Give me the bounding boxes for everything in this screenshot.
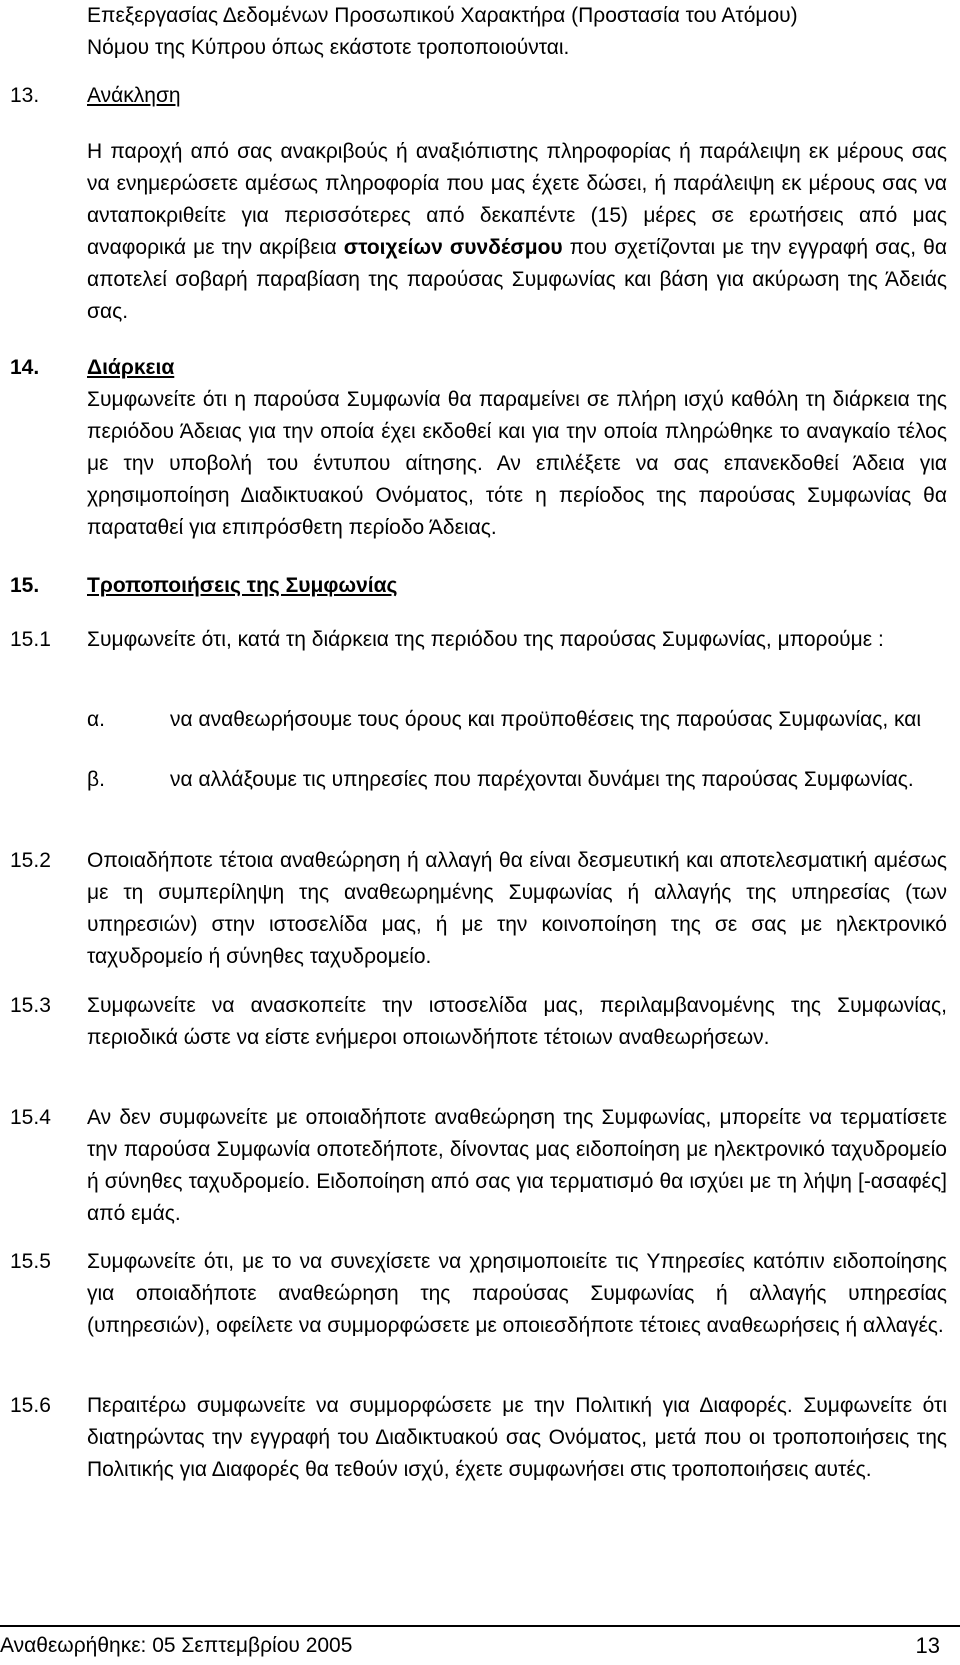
clause-text: Περαιτέρω συμφωνείτε να συμμορφώσετε με την Πολιτική για Διαφορές. Συμφωνείτε ότι διατηρώντας την εγγραφή του Διαδικτυακού σας Ονόματος, μετά που οι τροποποιήσεις της Πολιτικής για Διαφορές θα τεθούν ισχύ, έχετε συμφωνήσει στις τροποποιήσεις αυτές.	[87, 1394, 947, 1481]
intro-line-2: Νόμου της Κύπρου όπως εκάστοτε τροποποιούνται.	[87, 36, 570, 59]
list-marker: β.	[87, 768, 105, 791]
clause-number: 15.5	[10, 1250, 51, 1273]
list-marker: α.	[87, 708, 105, 731]
section-title: Διάρκεια	[87, 356, 175, 379]
clause-text: Συμφωνείτε ότι, κατά τη διάρκεια της περιόδου της παρούσας Συμφωνίας, μπορούμε :	[87, 628, 884, 651]
section-title: Ανάκληση	[87, 84, 181, 107]
section-number: 15.	[10, 574, 40, 597]
text-part: που σχετίζονται με την εγγραφή σας, θα αποτελεί σοβαρή παραβίαση της παρούσας Συμφωνίας και βάση για ακύρωση της Άδειάς σας.	[87, 236, 947, 323]
section-14-text: Συμφωνείτε ότι η παρούσα Συμφωνία θα παραμείνει σε πλήρη ισχύ καθόλη τη διάρκεια της περιόδου Άδειας για την οποία έχει εκδοθεί και για την οποία πληρώθηκε το αναγκαίο τέλος με την υποβολή του έντυπου αίτησης. Αν επιλέξετε να σας επανεκδοθεί Άδεια για χρησιμοποίηση Διαδικτυακού Ονόματος, τότε η περίοδος της παρούσας Συμφωνίας θα παραταθεί για επιπρόσθετη περίοδο Άδειας.	[87, 388, 947, 539]
clause-number: 15.4	[10, 1106, 51, 1129]
clause-number: 15.6	[10, 1394, 51, 1417]
clause-text: Συμφωνείτε να ανασκοπείτε την ιστοσελίδα μας, περιλαμβανομένης της Συμφωνίας, περιοδικά ώστε να είστε ενήμεροι οποιωνδήποτε τέτοιων αναθεωρήσεων.	[87, 994, 947, 1049]
clause-text: Συμφωνείτε ότι, με το να συνεχίσετε να χρησιμοποιείτε τις Υπηρεσίες κατόπιν ειδοποίησης για οποιαδήποτε αναθεώρηση της παρούσας Συμφωνίας ή αλλαγής υπηρεσίας (υπηρεσιών), οφείλετε να συμμορφώσετε με οποιεσδήποτε τέτοιες αναθεωρήσεις ή αλλαγές.	[87, 1250, 947, 1337]
section-number: 14.	[10, 356, 40, 379]
section-13-text	[87, 136, 947, 328]
intro-line-1: Επεξεργασίας Δεδομένων Προσωπικού Χαρακτήρα (Προστασία του Ατόμου)	[87, 4, 798, 27]
list-item-text: να αλλάξουμε τις υπηρεσίες που παρέχονται δυνάμει της παρούσας Συμφωνίας.	[170, 768, 914, 791]
list-item-text: να αναθεωρήσουμε τους όρους και προϋποθέσεις της παρούσας Συμφωνίας, και	[170, 708, 922, 731]
clause-number: 15.3	[10, 994, 51, 1017]
text-part: Η παροχή από σας ανακριβούς ή αναξιόπιστης πληροφορίας ή παράλειψη εκ μέρους σας να ενημερώσετε αμέσως πληροφορία που μας έχετε δώσει, ή παράλειψη εκ μέρους σας να ανταποκριθείτε για περισσότερες από δεκαπέντε (15) μέρες σε ερωτήσεις από μας αναφορικά με την ακρίβεια	[87, 140, 947, 259]
section-title: Τροποποιήσεις της Συμφωνίας	[87, 574, 398, 597]
clause-text: Οποιαδήποτε τέτοια αναθεώρηση ή αλλαγή θα είναι δεσμευτική και αποτελεσματική αμέσως με τη συμπερίληψη της αναθεωρημένης Συμφωνίας ή αλλαγής της υπηρεσίας (των υπηρεσιών) στην ιστοσελίδα μας, ή με την κοινοποίηση της σε σας με ηλεκτρονικό ταχυδρομείο ή σύνηθες ταχυδρομείο.	[87, 849, 947, 968]
clause-number: 15.2	[10, 849, 51, 872]
footer-rule	[0, 1625, 960, 1627]
revision-date: Αναθεωρήθηκε: 05 Σεπτεμβρίου 2005	[0, 1634, 353, 1657]
clause-text: Αν δεν συμφωνείτε με οποιαδήποτε αναθεώρηση της Συμφωνίας, μπορείτε να τερματίσετε την παρούσα Συμφωνία οποτεδήποτε, δίνοντας μας ειδοποίηση με ηλεκτρονικό ταχυδρομείο ή σύνηθες ταχυδρομείο. Ειδοποίηση από σας για τερματισμό θα ισχύει με τη λήψη [-ασαφές] από εμάς.	[87, 1106, 947, 1225]
section-number: 13.	[10, 84, 40, 107]
page-number: 13	[915, 1633, 940, 1658]
clause-number: 15.1	[10, 628, 51, 651]
bold-term: στοιχείων συνδέσμου	[343, 236, 563, 259]
